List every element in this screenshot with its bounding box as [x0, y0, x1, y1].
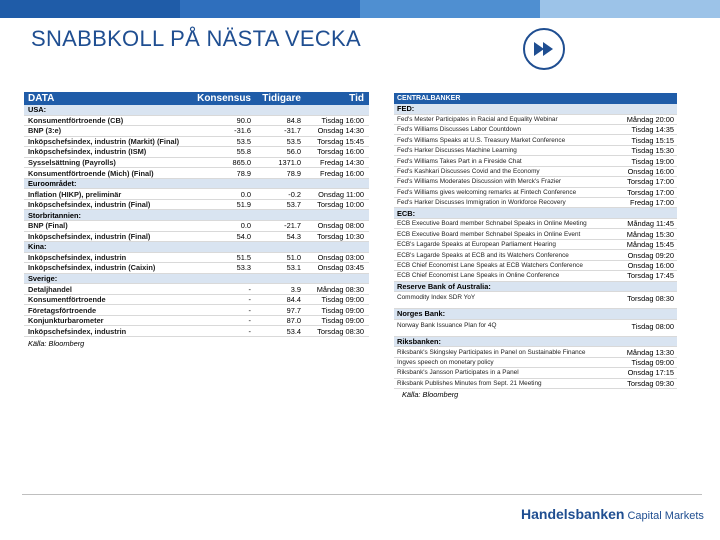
release-time: Onsdag 11:00 [318, 189, 364, 199]
section-label: USA: [28, 105, 47, 115]
indicator-name: Konsumentförtroende (Mich) (Final) [28, 168, 154, 178]
table-row [24, 316, 369, 327]
event-row [394, 219, 677, 229]
event-name: Fed's Mester Participates in Racial and Equality Webinar [397, 115, 558, 123]
fast-forward-icon [533, 41, 555, 57]
data-table-source: Källa: Bloomberg [28, 338, 85, 348]
previous-value: -21.7 [284, 221, 301, 231]
event-name: Commodity Index SDR YoY [397, 294, 476, 302]
brand-logo [521, 506, 704, 524]
consensus-value: -31.6 [234, 126, 251, 136]
central-bank-body [394, 104, 677, 389]
event-time: Torsdag 09:30 [627, 378, 674, 388]
event-time: Onsdag 09:20 [627, 250, 674, 260]
event-row [394, 261, 677, 271]
consensus-value: 51.5 [236, 252, 251, 262]
event-name: ECB's Lagarde Speaks at European Parliament Hearing [397, 241, 556, 249]
event-time: Måndag 13:30 [626, 347, 674, 357]
section-row [24, 274, 369, 285]
previous-value: 87.0 [286, 316, 301, 326]
indicator-name: Sysselsättning (Payrolls) [28, 158, 116, 167]
event-time: Fredag 17:00 [630, 198, 674, 208]
event-time: Tisdag 15:15 [631, 135, 674, 145]
release-time: Torsdag 15:45 [317, 136, 364, 146]
event-name: ECB Executive Board member Schnabel Speaks in Online Event [397, 230, 581, 238]
top-bar-segment-3 [360, 0, 540, 18]
release-time: Torsdag 08:30 [317, 326, 364, 336]
indicator-name: Inköpschefsindex, industrin [28, 326, 127, 336]
event-row [394, 368, 677, 378]
event-row [394, 240, 677, 250]
indicator-name: BNP (3:e) [28, 126, 62, 136]
event-row [394, 292, 677, 309]
event-row [394, 135, 677, 145]
event-time: Tisdag 15:30 [631, 146, 674, 156]
event-row [394, 379, 677, 389]
top-bar-segment-2 [180, 0, 360, 18]
event-name: Riksbank Publishes Minutes from Sept. 21 Meeting [397, 379, 542, 387]
release-time: Tisdag 09:00 [321, 295, 364, 305]
table-row [24, 326, 369, 337]
data-table-body [24, 105, 369, 337]
event-row [394, 115, 677, 125]
section-label: Kina: [28, 242, 47, 252]
previous-value: 1371.0 [278, 158, 301, 167]
indicator-name: Detaljhandel [28, 284, 72, 294]
event-time: Torsdag 17:45 [627, 271, 674, 281]
release-time: Onsdag 03:45 [317, 263, 364, 273]
table-row [24, 295, 369, 306]
release-time: Onsdag 08:00 [317, 221, 364, 231]
event-name: Fed's Williams gives welcoming remarks at Fintech Conference [397, 188, 577, 196]
event-name: Fed's Harker Discusses Immigration in Workforce Recovery [397, 199, 566, 207]
event-row [394, 198, 677, 208]
event-name: Riksbank's Jansson Participates in a Panel [397, 369, 519, 377]
central-bank-table [394, 93, 677, 399]
previous-value: 97.7 [286, 305, 301, 315]
table-row [24, 137, 369, 148]
table-row [24, 116, 369, 127]
event-name: Fed's Williams Discusses Labor Countdown [397, 126, 522, 134]
consensus-value: 0.0 [240, 189, 251, 199]
consensus-value: 90.0 [236, 115, 251, 125]
event-name: Fed's Williams Takes Part in a Fireside Chat [397, 157, 522, 165]
event-name: ECB's Lagarde Speaks at ECB and its Watchers Conference [397, 251, 569, 259]
release-time: Fredag 14:30 [320, 158, 364, 167]
table-row [24, 232, 369, 243]
event-name: Fed's Kashkari Discusses Covid and the Economy [397, 167, 540, 175]
event-row [394, 188, 677, 198]
event-name: Norway Bank Issuance Plan for 4Q [397, 321, 497, 329]
previous-value: 84.8 [286, 115, 301, 125]
indicator-name: Inköpschefsindex, industrin (ISM) [28, 147, 147, 157]
event-row [394, 146, 677, 156]
previous-value: 53.4 [286, 326, 301, 336]
release-time: Onsdag 14:30 [317, 126, 364, 136]
section-label: Storbritannien: [28, 210, 81, 220]
brand-subtitle: Capital Markets [627, 510, 704, 522]
event-time: Måndag 11:45 [627, 219, 674, 229]
event-row [394, 358, 677, 368]
previous-value: -0.2 [288, 189, 301, 199]
table-row [24, 168, 369, 179]
footer-divider [22, 494, 702, 495]
consensus-value: 51.9 [236, 200, 251, 210]
table-row [24, 221, 369, 232]
table-row [24, 147, 369, 158]
section-row [24, 179, 369, 190]
previous-value: 3.9 [290, 284, 301, 294]
indicator-name: Inköpschefsindex, industrin (Final) [28, 231, 151, 241]
release-time: Torsdag 10:00 [317, 200, 364, 210]
release-time: Tisdag 09:00 [321, 316, 364, 326]
consensus-value: 865.0 [232, 158, 251, 167]
release-time: Måndag 08:30 [316, 284, 364, 294]
release-time: Tisdag 16:00 [321, 115, 364, 125]
page-title: SNABBKOLL PÅ NÄSTA VECKA [31, 26, 361, 51]
next-slide-button[interactable] [523, 28, 565, 70]
indicator-name: Företagsförtroende [28, 305, 97, 315]
consensus-value: 0.0 [240, 221, 251, 231]
bank-section-row: Norges Bank: [394, 309, 677, 320]
previous-value: 78.9 [286, 168, 301, 178]
col-header-tidigare: Tidigare [262, 93, 301, 104]
event-time: Måndag 15:45 [626, 240, 674, 250]
col-header-data: DATA [28, 93, 55, 104]
event-name: Riksbank's Skingsley Participates in Panel on Sustainable Finance [397, 348, 586, 356]
event-name: ECB Executive Board member Schnabel Speaks in Online Meeting [397, 220, 587, 228]
consensus-value: - [248, 305, 251, 315]
previous-value: 53.7 [286, 200, 301, 210]
bank-section-row: Reserve Bank of Australia: [394, 282, 677, 293]
event-time: Måndag 15:30 [626, 229, 674, 239]
event-row [394, 320, 677, 337]
event-name: ECB Chief Economist Lane Speaks at ECB Watchers Conference [397, 262, 583, 269]
event-time: Tisdag 08:00 [631, 321, 674, 331]
top-bar-segment-1 [0, 0, 180, 18]
section-label: Sverige: [28, 274, 58, 284]
event-name: Fed's Williams Moderates Discussion with Merck's Frazier [397, 178, 562, 186]
top-color-bar [0, 0, 720, 18]
bank-section-row: Riksbanken: [394, 337, 677, 348]
event-name: Ingves speech on monetary policy [397, 358, 494, 366]
event-time: Tisdag 14:35 [631, 125, 674, 135]
event-time: Tisdag 09:00 [631, 357, 674, 367]
consensus-value: 53.3 [236, 263, 251, 273]
event-time: Onsdag 16:00 [627, 261, 674, 270]
release-time: Fredag 16:00 [320, 168, 364, 178]
section-row [24, 105, 369, 116]
table-row [24, 158, 369, 169]
brand-name: Handelsbanken [521, 506, 625, 522]
release-time: Onsdag 03:00 [317, 252, 364, 262]
event-row [394, 271, 677, 281]
col-header-konsensus: Konsensus [197, 93, 251, 104]
event-row [394, 177, 677, 187]
event-row [394, 156, 677, 166]
event-time: Tisdag 19:00 [631, 156, 674, 166]
event-row [394, 167, 677, 177]
previous-value: 56.0 [286, 147, 301, 157]
consensus-value: - [248, 284, 251, 294]
consensus-value: - [248, 316, 251, 326]
table-row [24, 263, 369, 274]
top-bar-segment-4 [540, 0, 720, 18]
indicator-name: BNP (Final) [28, 221, 68, 231]
indicator-name: Inköpschefsindex, industrin (Markit) (Final) [28, 136, 180, 146]
previous-value: 53.1 [286, 263, 301, 273]
previous-value: -31.7 [284, 126, 301, 136]
economic-data-table [24, 92, 369, 349]
table-row [24, 253, 369, 264]
previous-value: 54.3 [286, 231, 301, 241]
event-time: Måndag 20:00 [626, 114, 674, 124]
table-row [24, 189, 369, 200]
indicator-name: Inflation (HIKP), preliminär [28, 189, 122, 199]
release-time: Torsdag 16:00 [317, 147, 364, 157]
indicator-name: Konsumentförtroende (CB) [28, 115, 124, 125]
release-time: Tisdag 09:00 [321, 305, 364, 315]
consensus-value: - [248, 295, 251, 305]
consensus-value: 78.9 [236, 168, 251, 178]
consensus-value: 55.8 [236, 147, 251, 157]
event-row [394, 229, 677, 239]
col-header-tid: Tid [349, 93, 364, 104]
section-row [24, 242, 369, 253]
event-time: Onsdag 16:00 [627, 166, 674, 176]
event-name: Fed's Williams Speaks at U.S. Treasury Market Conference [397, 136, 566, 144]
event-row [394, 347, 677, 357]
release-time: Torsdag 10:30 [317, 231, 364, 241]
data-table-header [24, 92, 369, 105]
previous-value: 84.4 [286, 295, 301, 305]
event-row [394, 125, 677, 135]
event-time: Torsdag 17:00 [627, 187, 674, 197]
event-name: ECB Chief Economist Lane Speaks in Online Conference [397, 272, 560, 280]
central-bank-source: Källa: Bloomberg [402, 389, 459, 399]
indicator-name: Konsumentförtroende [28, 295, 106, 305]
consensus-value: 53.5 [236, 136, 251, 146]
previous-value: 51.0 [286, 252, 301, 262]
indicator-name: Konjunkturbarometer [28, 316, 104, 326]
event-time: Torsdag 08:30 [627, 294, 674, 304]
table-row [24, 305, 369, 316]
central-bank-header: CENTRALBANKER [394, 93, 677, 104]
table-row [24, 284, 369, 295]
event-name: Fed's Harker Discusses Machine Learning [397, 147, 517, 155]
table-row [24, 126, 369, 137]
consensus-value: - [248, 326, 251, 336]
event-time: Torsdag 17:00 [627, 177, 674, 187]
indicator-name: Inköpschefsindex, industrin (Caixin) [28, 263, 156, 273]
event-time: Onsdag 17:15 [627, 368, 674, 378]
section-label: Euroområdet: [28, 179, 77, 189]
event-row [394, 250, 677, 260]
bank-section-row: FED: [394, 104, 677, 115]
indicator-name: Inköpschefsindex, industrin [28, 252, 127, 262]
indicator-name: Inköpschefsindex, industrin (Final) [28, 200, 151, 210]
previous-value: 53.5 [286, 136, 301, 146]
table-row [24, 200, 369, 211]
consensus-value: 54.0 [236, 231, 251, 241]
bank-section-row: ECB: [394, 208, 677, 219]
section-row [24, 210, 369, 221]
